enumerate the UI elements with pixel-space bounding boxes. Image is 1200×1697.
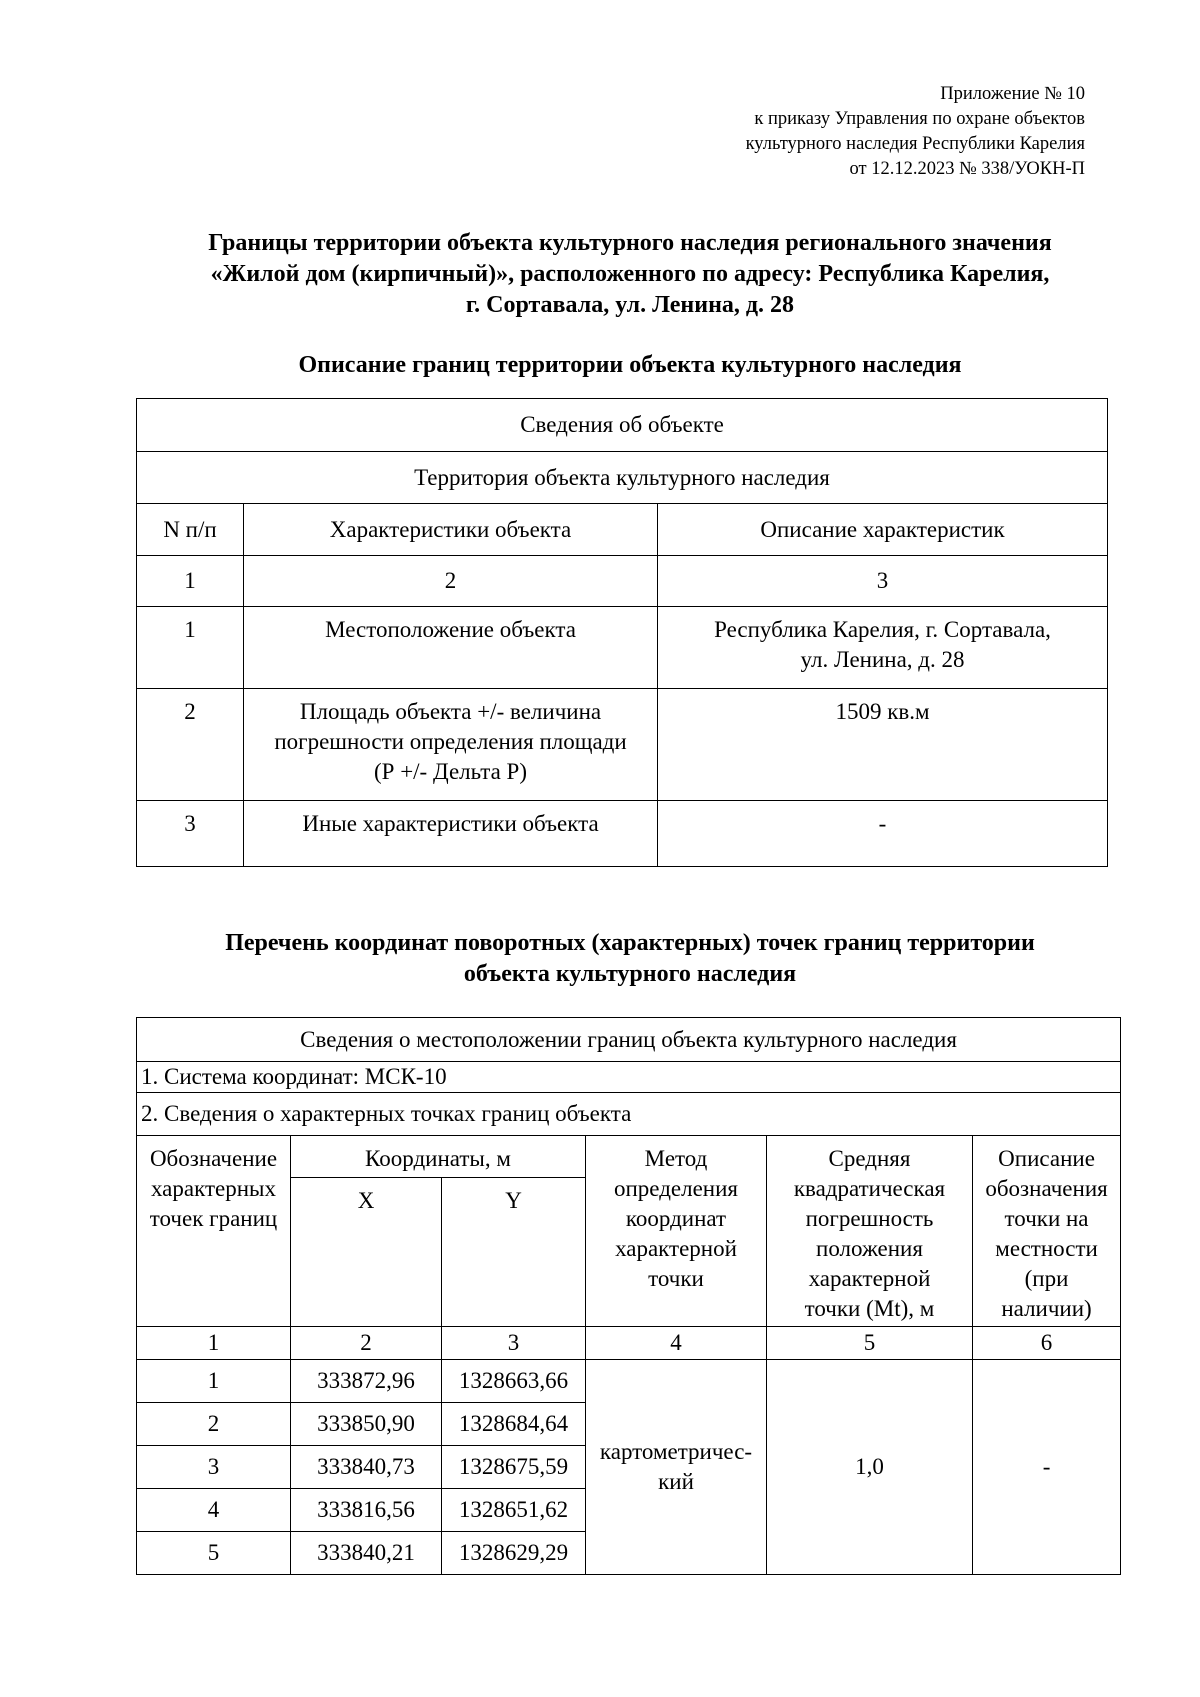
header-error-line: квадратическая bbox=[793, 1176, 946, 1201]
header-designation-line: характерных bbox=[150, 1176, 276, 1201]
column-number: 2 bbox=[244, 556, 658, 607]
section2-title-line-2: объекта культурного наследия bbox=[463, 961, 797, 987]
column-number: 6 bbox=[973, 1327, 1121, 1360]
column-number: 3 bbox=[658, 556, 1108, 607]
point-number: 5 bbox=[137, 1532, 291, 1575]
method-value bbox=[586, 1360, 767, 1575]
table-row bbox=[137, 452, 1108, 504]
table-row bbox=[137, 689, 1108, 801]
column-number: 3 bbox=[442, 1327, 586, 1360]
row-number: 2 bbox=[137, 689, 244, 801]
header-y: Y bbox=[442, 1178, 586, 1327]
section1-title: Описание границ территории объекта культурного наследия bbox=[298, 352, 962, 378]
characteristic-other: Иные характеристики объекта bbox=[244, 801, 658, 867]
description-value: - bbox=[973, 1360, 1121, 1575]
row-number: 1 bbox=[137, 607, 244, 689]
column-number: 5 bbox=[767, 1327, 973, 1360]
header-description bbox=[973, 1136, 1121, 1327]
point-y: 1328684,64 bbox=[442, 1403, 586, 1446]
header-method bbox=[586, 1136, 767, 1327]
table-row bbox=[137, 1093, 1121, 1136]
characteristic-area bbox=[244, 689, 658, 801]
error-value: 1,0 bbox=[767, 1360, 973, 1575]
object-info-cell: Сведения об объекте bbox=[137, 399, 1108, 452]
column-numbers-row bbox=[137, 1327, 1121, 1360]
points-info-cell: 2. Сведения о характерных точках границ объекта bbox=[137, 1093, 1121, 1136]
point-x: 333840,73 bbox=[291, 1446, 442, 1489]
point-y: 1328629,29 bbox=[442, 1532, 586, 1575]
point-y: 1328663,66 bbox=[442, 1360, 586, 1403]
column-number: 1 bbox=[137, 556, 244, 607]
coordinate-system-cell: 1. Система координат: МСК-10 bbox=[137, 1062, 1121, 1093]
column-number: 1 bbox=[137, 1327, 291, 1360]
point-number: 4 bbox=[137, 1489, 291, 1532]
point-x: 333840,21 bbox=[291, 1532, 442, 1575]
table-header-row bbox=[137, 504, 1108, 556]
column-number: 4 bbox=[586, 1327, 767, 1360]
header-error-line: погрешность bbox=[805, 1206, 934, 1231]
other-value: - bbox=[658, 801, 1108, 867]
appendix-number: Приложение № 10 bbox=[940, 84, 1085, 104]
area-label-line-2: погрешности определения площади bbox=[274, 729, 627, 754]
header-designation-line: точек границ bbox=[149, 1206, 278, 1231]
coordinates-table bbox=[136, 1017, 1121, 1575]
object-boundaries-table bbox=[136, 398, 1108, 867]
header-method-line: координат bbox=[625, 1206, 727, 1231]
area-label-line-3: (Р +/- Дельта Р) bbox=[374, 759, 527, 784]
area-value: 1509 кв.м bbox=[658, 689, 1108, 801]
table-header-row bbox=[137, 1136, 1121, 1178]
header-designation-line: Обозначение bbox=[149, 1146, 278, 1171]
table-row bbox=[137, 399, 1108, 452]
document-title-line-1: Границы территории объекта культурного наследия регионального значения bbox=[208, 230, 1052, 256]
method-value-line-2: кий bbox=[658, 1469, 694, 1494]
document-title-line-3: г. Сортавала, ул. Ленина, д. 28 bbox=[465, 292, 795, 318]
point-x: 333850,90 bbox=[291, 1403, 442, 1446]
method-value-line-1: картометричес- bbox=[599, 1439, 753, 1464]
section2-title-line-1: Перечень координат поворотных (характерных) точек границ территории bbox=[225, 930, 1035, 956]
header-characteristics: Характеристики объекта bbox=[244, 504, 658, 556]
header-description-line: наличии) bbox=[1001, 1296, 1092, 1321]
table-row bbox=[137, 607, 1108, 689]
point-number: 3 bbox=[137, 1446, 291, 1489]
territory-cell: Территория объекта культурного наследия bbox=[137, 452, 1108, 504]
column-number: 2 bbox=[291, 1327, 442, 1360]
header-description-line: точки на bbox=[1004, 1206, 1089, 1231]
header-description-line: Описание bbox=[998, 1146, 1095, 1171]
header-n: N п/п bbox=[137, 504, 244, 556]
characteristic-location: Местоположение объекта bbox=[244, 607, 658, 689]
header-description: Описание характеристик bbox=[658, 504, 1108, 556]
table-row bbox=[137, 1360, 1121, 1403]
point-number: 1 bbox=[137, 1360, 291, 1403]
column-numbers-row bbox=[137, 556, 1108, 607]
row-number: 3 bbox=[137, 801, 244, 867]
header-method-line: характерной bbox=[615, 1236, 737, 1261]
point-x: 333872,96 bbox=[291, 1360, 442, 1403]
header-error-line: Средняя bbox=[828, 1146, 911, 1171]
header-coordinates: Координаты, м bbox=[291, 1136, 586, 1178]
header-description-line: (при bbox=[1024, 1266, 1069, 1291]
header-description-line: обозначения bbox=[985, 1176, 1108, 1201]
table-row bbox=[137, 801, 1108, 867]
area-label-line-1: Площадь объекта +/- величина bbox=[299, 699, 602, 724]
header-method-line: Метод bbox=[644, 1146, 708, 1171]
header-error-line: точки (Mt), м bbox=[804, 1296, 935, 1321]
header-error bbox=[767, 1136, 973, 1327]
location-value bbox=[658, 607, 1108, 689]
header-x: X bbox=[291, 1178, 442, 1327]
appendix-authority-line: культурного наследия Республики Карелия bbox=[745, 134, 1085, 154]
header-error-line: характерной bbox=[808, 1266, 931, 1291]
appendix-date-line: от 12.12.2023 № 338/УОКН-П bbox=[849, 159, 1085, 179]
point-number: 2 bbox=[137, 1403, 291, 1446]
point-y: 1328651,62 bbox=[442, 1489, 586, 1532]
point-x: 333816,56 bbox=[291, 1489, 442, 1532]
location-value-line-2: ул. Ленина, д. 28 bbox=[800, 647, 965, 672]
document-title-line-2: «Жилой дом (кирпичный)», расположенного по адресу: Республика Карелия, bbox=[210, 261, 1050, 287]
header-method-line: определения bbox=[613, 1176, 738, 1201]
appendix-header bbox=[746, 82, 1085, 182]
header-error-line: положения bbox=[816, 1236, 923, 1261]
header-description-line: местности bbox=[995, 1236, 1098, 1261]
table-row bbox=[137, 1018, 1121, 1062]
header-method-line: точки bbox=[648, 1266, 704, 1291]
table-row bbox=[137, 1062, 1121, 1093]
point-y: 1328675,59 bbox=[442, 1446, 586, 1489]
header-designation bbox=[137, 1136, 291, 1327]
location-value-line-1: Республика Карелия, г. Сортавала, bbox=[714, 617, 1051, 642]
section2-title bbox=[130, 928, 1130, 990]
appendix-order-line: к приказу Управления по охране объектов bbox=[754, 109, 1085, 129]
location-info-cell: Сведения о местоположении границ объекта культурного наследия bbox=[137, 1018, 1121, 1062]
document-title bbox=[130, 228, 1130, 321]
